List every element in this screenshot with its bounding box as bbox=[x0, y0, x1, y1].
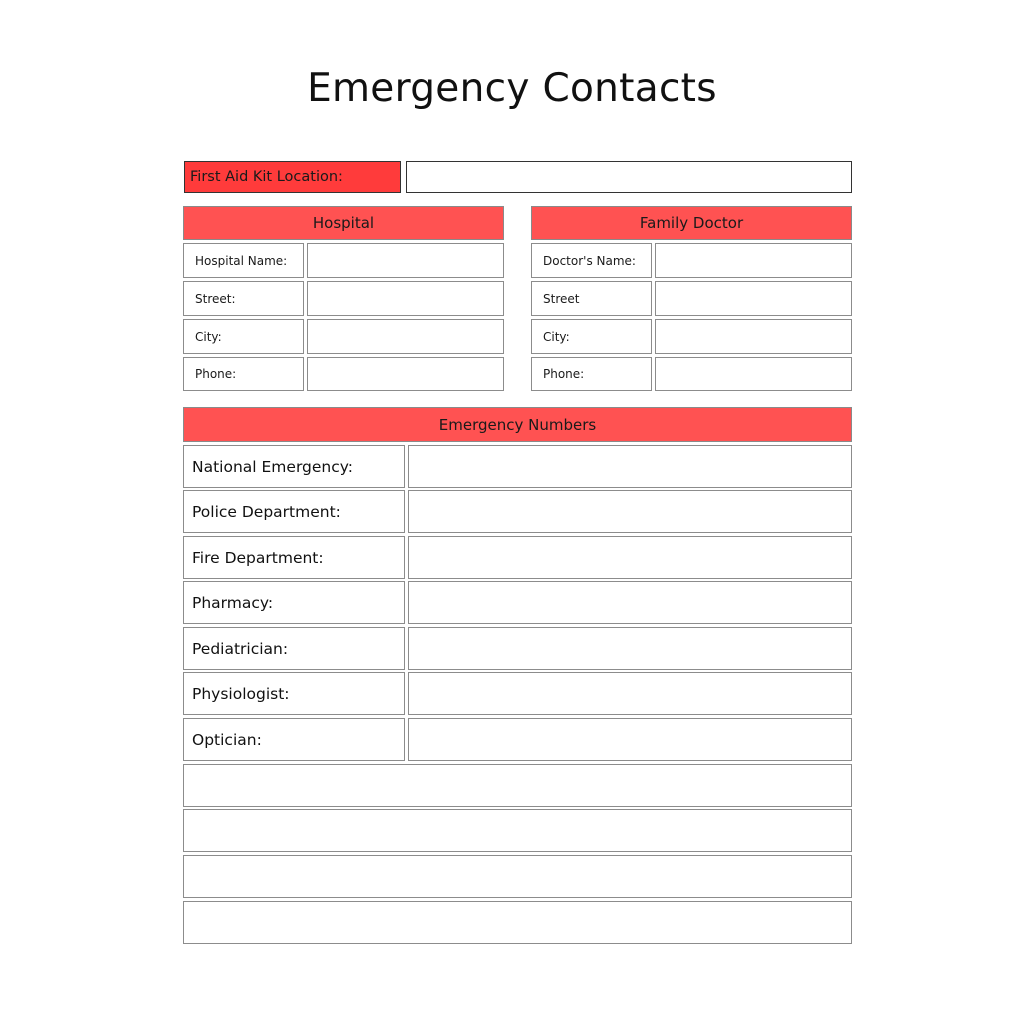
hospital-city-label: City: bbox=[183, 319, 304, 354]
hospital-phone-field[interactable] bbox=[307, 357, 504, 391]
optician-field[interactable] bbox=[408, 718, 852, 761]
police-department-label: Police Department: bbox=[183, 490, 405, 533]
blank-row[interactable] bbox=[183, 855, 852, 898]
pediatrician-field[interactable] bbox=[408, 627, 852, 670]
doctor-city-label: City: bbox=[531, 319, 652, 354]
physiologist-field[interactable] bbox=[408, 672, 852, 715]
doctor-phone-label: Phone: bbox=[531, 357, 652, 391]
doctor-city-field[interactable] bbox=[655, 319, 852, 354]
optician-label: Optician: bbox=[183, 718, 405, 761]
doctor-name-field[interactable] bbox=[655, 243, 852, 278]
hospital-phone-label: Phone: bbox=[183, 357, 304, 391]
national-emergency-field[interactable] bbox=[408, 445, 852, 488]
hospital-street-label: Street: bbox=[183, 281, 304, 316]
hospital-city-field[interactable] bbox=[307, 319, 504, 354]
blank-row[interactable] bbox=[183, 901, 852, 944]
hospital-name-field[interactable] bbox=[307, 243, 504, 278]
pharmacy-label: Pharmacy: bbox=[183, 581, 405, 624]
national-emergency-label: National Emergency: bbox=[183, 445, 405, 488]
hospital-street-field[interactable] bbox=[307, 281, 504, 316]
blank-row[interactable] bbox=[183, 764, 852, 807]
hospital-name-label: Hospital Name: bbox=[183, 243, 304, 278]
family-doctor-header: Family Doctor bbox=[531, 206, 852, 240]
police-department-field[interactable] bbox=[408, 490, 852, 533]
doctor-street-field[interactable] bbox=[655, 281, 852, 316]
fire-department-label: Fire Department: bbox=[183, 536, 405, 579]
hospital-header: Hospital bbox=[183, 206, 504, 240]
page-title: Emergency Contacts bbox=[307, 66, 717, 111]
doctor-street-label: Street bbox=[531, 281, 652, 316]
doctor-name-label: Doctor's Name: bbox=[531, 243, 652, 278]
first-aid-kit-label: First Aid Kit Location: bbox=[184, 161, 401, 193]
blank-row[interactable] bbox=[183, 809, 852, 852]
pediatrician-label: Pediatrician: bbox=[183, 627, 405, 670]
fire-department-field[interactable] bbox=[408, 536, 852, 579]
first-aid-kit-location-field[interactable] bbox=[406, 161, 852, 193]
physiologist-label: Physiologist: bbox=[183, 672, 405, 715]
pharmacy-field[interactable] bbox=[408, 581, 852, 624]
doctor-phone-field[interactable] bbox=[655, 357, 852, 391]
emergency-numbers-header: Emergency Numbers bbox=[183, 407, 852, 442]
